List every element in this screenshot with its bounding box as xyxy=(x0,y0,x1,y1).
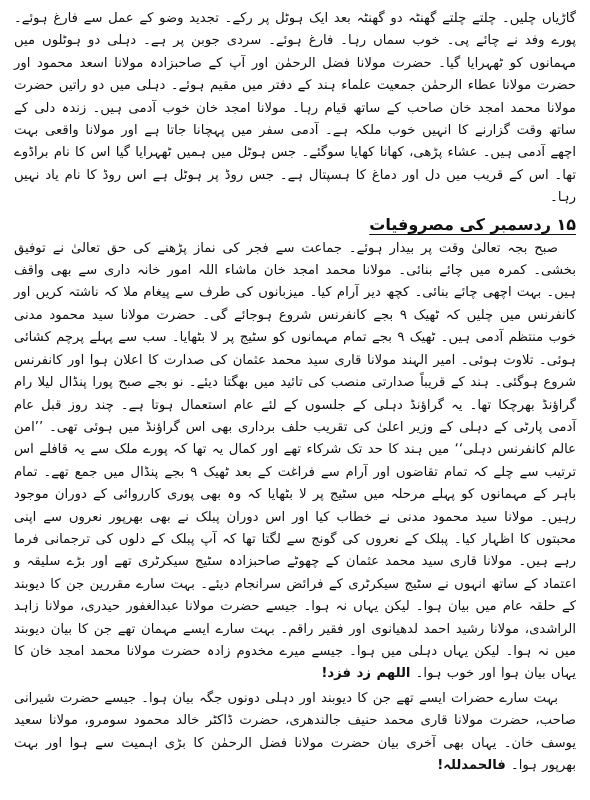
main-paragraph-1-text: صبح بجہ تعالیٰ وقت پر بیدار ہوئے۔ جماعت سے فجر کی نماز پڑھنے کی حق تعالیٰ نے توفیق بخشی۔ کمرہ میں چائے بنائی۔ مولانا محمد امجد خان ماشاء اللہ امور خانہ داری سے بھی واقف ہیں۔ بہت اچھی چائے بنائی۔ کچھ دیر آرام کیا۔ میزبانوں کی طرف سے پیغام ملا کہ ناشتہ کریں اور کانفرنس میں چلیں کہ ٹھیک ۹ بجے کانفرنس شروع ہوجائے گی۔ حضرت مولانا سید محمود مدنی خوب منتظم آدمی ہیں۔ ٹھیک ۹ بجے تمام مہمانوں کو سٹیج پر لا بٹھایا۔ سب سے پہلے پرچم کشائی ہوئی۔ تلاوت ہوئی۔ امیر الہند مولانا قاری سید محمد عثمان کی صدارت کا اعلان ہوا اور کانفرنس شروع ہوگئی۔ ہند کے قریباً صدارتی منصب کی تائید میں بھگتا دیئے۔ نو بجے صبح پورا پنڈال لیلا رام گراؤنڈ بھرچکا تھا۔ یہ گراؤنڈ دہلی کے جلسوں کے لئے عام استعمال ہوتا ہے۔ چند روز قبل عام آدمی پارٹی کے دہلی کے وزیر اعلیٰ کی تقریب حلف برداری بھی اس گراؤنڈ میں ہوئی تھی۔ ’’امن عالم کانفرنس دہلی‘‘ میں ہند کا حد تک شرکاء تھے اور کمال یہ تھا کہ پورے ملک سے یہ قافلے اس ترتیب سے چلے کہ تمام تقاضوں اور آرام سے فراغت کے بعد ٹھیک ۹ بجے پنڈال میں جمع تھے۔ تمام باہر کے مہمانوں کو پہلے مرحلہ میں سٹیج پر لا بٹھایا کہ وہ بھی پوری کارروائی کے دوران موجود رہیں۔ مولانا سید محمود مدنی نے خطاب کیا اور اس دوران پبلک نے بھی بھرپور نعروں سے اپنی محبتوں کا اظہار کیا۔ پبلک کے نعروں کی گونج سے لگتا تھا کہ آپ پبلک کے دلوں کی ترجمانی فرما رہے ہیں۔ مولانا قاری سید محمد عثمان کے چھوٹے صاحبزادہ سٹیج سیکرٹری تھے اور بڑے سلیقہ و اعتماد کے ساتھ انہوں نے سٹیج سیکرٹری کے فرائض سرانجام دیئے۔ بہت سارے مقررین جن کا دیوبند کے حلقہ عام میں بیان ہوا۔ لیکن یہاں نہ ہوا۔ جیسے حضرت مولانا عبدالغفور حیدری، مولانا زاہد الراشدی، مولانا رشید احمد لدھیانوی اور فقیر راقم۔ بہت سارے ایسے مہمان تھے جن کا بیان دیوبند میں نہ ہوا۔ لیکن یہاں دہلی میں ہوا۔ جیسے میرے مخدوم زادہ حضرت مولانا محمد امجد خان کا یہاں بیان ہوا اور خوب ہوا۔ xyxy=(14,240,576,682)
closing-exclamation: فالحمدللہ! xyxy=(437,758,506,773)
prayer-exclamation: اللھم زد فزد! xyxy=(321,666,411,682)
main-paragraph-1 xyxy=(14,238,576,686)
intro-paragraph: گاڑیاں چلیں۔ چلتے چلتے گھنٹہ دو گھنٹہ بعد ایک ہوٹل پر رکے۔ تجدید وضو کے عمل سے فارغ ہوئے۔ پورے وفد نے چائے پی۔ خوب سماں رہا۔ فارغ ہوئے۔ سردی جوبن پر ہے۔ دہلی دو ہوٹلوں میں مہمانوں کو ٹھہرایا گیا۔ حضرت مولانا فضل الرحمٰن اور آپ کے صاحبزادہ مولانا اسعد محمود اور حضرت مولانا عطاء الرحمٰن جمعیت علماء ہند کے دفتر میں مقیم ہوئے۔ دہلی میں دو راتیں حضرت مولانا محمد امجد خان صاحب کے ساتھ قیام رہا۔ مولانا امجد خان خوب آدمی ہیں۔ زندہ دلی کے ساتھ وقت گزارنے کا انہیں خوب ملکہ ہے۔ آدمی سفر میں پہچانا جاتا ہے اور مولانا واقعی بہت اچھے آدمی ہیں۔ عشاء پڑھی، کھانا کھایا سوگئے۔ جس ہوٹل میں ہمیں ٹھہرایا گیا اس کا نام براڈوے تھا۔ اس کے قریب میں دل اور دماغ کا ہسپتال ہے۔ جس روڈ پر ہوٹل ہے اس روڈ کا نام یاد نہیں رہا۔ xyxy=(14,11,576,206)
main-paragraph-2 xyxy=(14,688,576,778)
section-heading: ۱۵ ردسمبر کی مصروفیات xyxy=(369,214,576,234)
main-paragraph-2-text: بہت سارے حضرات ایسے تھے جن کا دیوبند اور دہلی دونوں جگہ بیان ہوا۔ جیسے حضرت شیرانی صاحب، حضرت مولانا قاری محمد حنیف جالندھری، حضرت ڈاکٹر خالد محمود سومرو، مولانا سعید یوسف خان۔ یہاں بھی آخری بیان حضرت مولانا فضل الرحمٰن کا بڑی اہمیت سے ہوا اور بہت بھرپور ہوا۔ xyxy=(14,690,576,773)
